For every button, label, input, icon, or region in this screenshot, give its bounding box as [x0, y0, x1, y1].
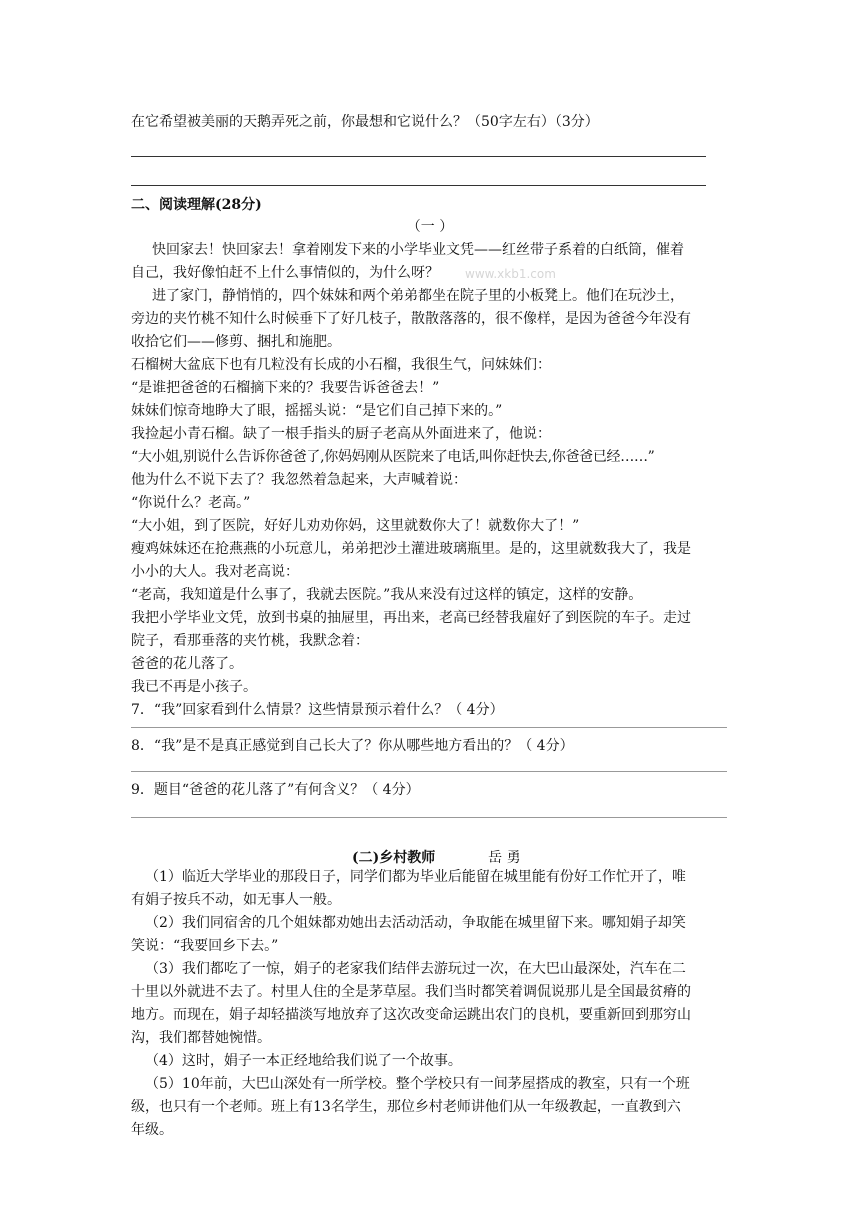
passage-line: 院子，看那垂落的夹竹桃，我默念着：	[131, 633, 369, 649]
answer-line	[131, 156, 706, 157]
passage-line: （3）我们都吃了一惊，娟子的老家我们结伴去游玩过一次，在大巴山最深处，汽车在二	[145, 961, 686, 977]
passage-line: 进了家门，静悄悄的，四个妹妹和两个弟弟都坐在院子里的小板凳上。他们在玩沙土，	[152, 288, 684, 304]
answer-line	[131, 771, 727, 772]
passage-line: 快回家去！快回家去！拿着刚发下来的小学毕业文凭——红丝带子系着的白纸筒，催着	[152, 242, 684, 258]
passage-line: 妹妹们惊奇地睁大了眼，摇摇头说：“是它们自己掉下来的。”	[131, 403, 503, 419]
answer-line	[131, 727, 727, 728]
passage-line: 爸爸的花儿落了。	[131, 656, 243, 672]
passage-line: 地方。而现在，娟子却轻描淡写地放弃了这次改变命运跳出农门的良机，要重新回到那穷山	[131, 1007, 691, 1023]
passage-line: 我把小学毕业文凭，放到书桌的抽屉里，再出来，老高已经替我雇好了到医院的车子。走过	[131, 610, 691, 626]
answer-line	[131, 185, 706, 186]
passage-line: 十里以外就进不去了。村里人住的全是茅草屋。我们当时都笑着调侃说那儿是全国最贫瘠的	[131, 984, 691, 1000]
part2-title	[352, 848, 521, 868]
passage-line: 旁边的夹竹桃不知什么时候垂下了好几枝子，散散落落的，很不像样，是因为爸爸今年没有	[131, 311, 691, 327]
passage-line: （4）这时，娟子一本正经地给我们说了一个故事。	[145, 1053, 462, 1069]
question-7: 7．“我”回家看到什么情景？这些情景预示着什么？（ 4分）	[131, 702, 504, 718]
passage-line: “大小姐,别说什么告诉你爸爸了,你妈妈刚从医院来了电话,叫你赶快去,你爸爸已经……”	[131, 449, 655, 465]
passage-line: 他为什么不说下去了？我忽然着急起来，大声喊着说：	[131, 472, 467, 488]
passage-line: 瘦鸡妹妹还在抢燕燕的小玩意儿，弟弟把沙土灌进玻璃瓶里。是的，这里就数我大了，我是	[131, 541, 691, 557]
passage-line: “大小姐，到了医院，好好儿劝劝你妈，这里就数你大了！就数你大了！”	[131, 518, 580, 534]
passage-line: 有娟子按兵不动，如无事人一般。	[131, 892, 341, 908]
passage-line: “你说什么？老高。”	[131, 495, 251, 511]
passage-line: 年级。	[131, 1122, 173, 1138]
passage-line: 我捡起小青石榴。缺了一根手指头的厨子老高从外面进来了，他说：	[131, 426, 551, 442]
passage-line: 我已不再是小孩子。	[131, 679, 257, 695]
passage-line: 收拾它们——修剪、捆扎和施肥。	[131, 334, 341, 350]
passage-line: 笑说：“我要回乡下去。”	[131, 938, 279, 954]
passage-line: 级，也只有一个老师。班上有13名学生，那位乡村老师讲他们从一年级教起，一直教到六	[131, 1099, 681, 1115]
passage-line: 石榴树大盆底下也有几粒没有长成的小石榴，我很生气，问妹妹们：	[131, 357, 551, 373]
question-9: 9．题目“爸爸的花儿落了”有何含义？（ 4分）	[131, 782, 420, 798]
passage-line: （5）10年前，大巴山深处有一所学校。整个学校只有一间茅屋搭成的教室，只有一个班	[145, 1076, 690, 1092]
passage-author: 岳 勇	[488, 850, 521, 866]
watermark: www.xkb1.com	[465, 267, 556, 281]
passage-line: 小小的大人。我对老高说：	[131, 564, 299, 580]
passage-line: （2）我们同宿舍的几个姐妹都劝她出去活动活动，争取能在城里留下来。哪知娟子却笑	[145, 915, 686, 931]
passage-title: (二)乡村教师	[352, 850, 436, 866]
passage-line: “老高，我知道是什么事了，我就去医院。”我从来没有过这样的镇定，这样的安静。	[131, 587, 643, 603]
passage-line: 自己，我好像怕赶不上什么事情似的，为什么呀？	[131, 265, 439, 281]
passage-line: “是谁把爸爸的石榴摘下来的？我要告诉爸爸去！”	[131, 380, 440, 396]
passage-line: （1）临近大学毕业的那段日子，同学们都为毕业后能留在城里能有份好工作忙开了，唯	[145, 869, 686, 885]
answer-line	[131, 817, 727, 818]
section-title: 二、阅读理解(28分)	[131, 197, 262, 213]
passage-line: 沟，我们都替她惋惜。	[131, 1030, 271, 1046]
part-number: （一 ）	[406, 219, 454, 235]
question-8: 8．“我”是不是真正感觉到自己长大了？你从哪些地方看出的？（ 4分）	[131, 738, 574, 754]
question-top: 在它希望被美丽的天鹅弄死之前，你最想和它说什么？（50字左右）（3分）	[131, 114, 599, 130]
